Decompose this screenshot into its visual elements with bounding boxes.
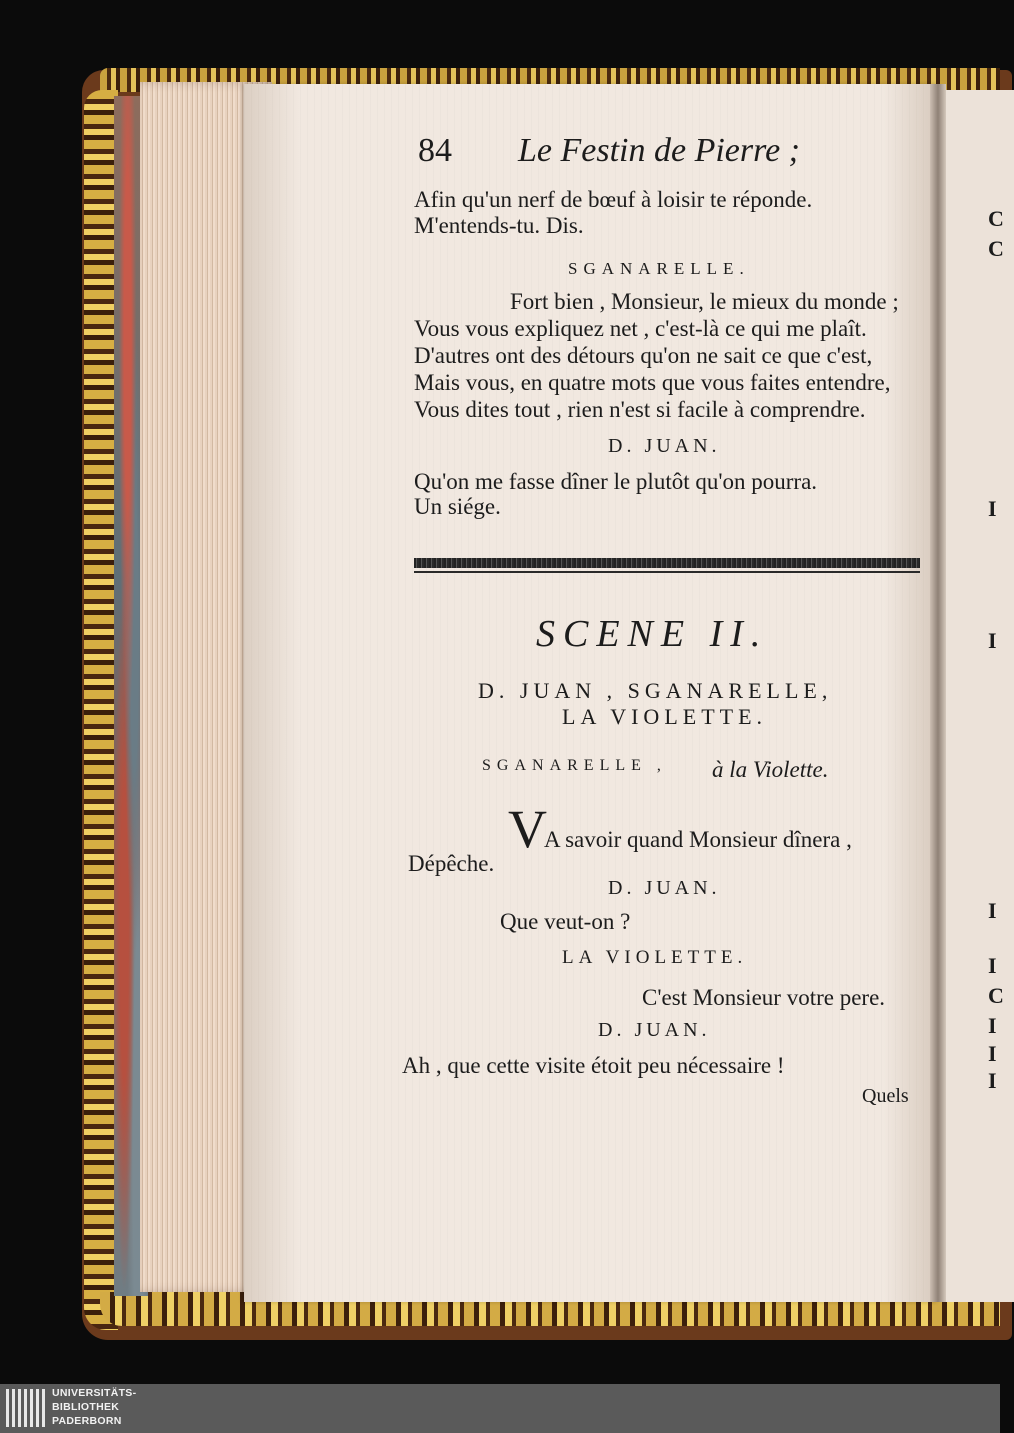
verse-line: Ah , que cette visite étoit peu nécessaire ! (402, 1053, 785, 1078)
verse-line: M'entends-tu. Dis. (414, 213, 584, 238)
speaker-name: D. JUAN. (598, 1019, 711, 1041)
facing-page-glyph: C (988, 206, 1004, 231)
catchword: Quels (862, 1085, 909, 1107)
facing-page-glyph: I (988, 953, 997, 978)
verse-line: A savoir quand Monsieur dînera , (544, 827, 852, 852)
ornamental-rule (414, 558, 920, 568)
divider-line (414, 571, 920, 573)
verse-line: Que veut-on ? (500, 909, 631, 934)
facing-page-glyph: I (988, 628, 997, 653)
verse-line: Afin qu'un nerf de bœuf à loisir te réponde. (414, 187, 813, 212)
facing-page-glyph: C (988, 236, 1004, 261)
facing-page (944, 90, 1014, 1302)
gilt-edge-left (84, 90, 118, 1330)
facing-page-glyph: I (988, 1013, 997, 1038)
drop-cap: V (508, 799, 547, 859)
speaker-name: SGANARELLE , (482, 757, 667, 774)
scene-characters: D. JUAN , SGANARELLE, (478, 678, 833, 703)
speaker-name: LA VIOLETTE. (562, 947, 748, 968)
library-name-line: PADERBORN (52, 1415, 122, 1427)
page-number: 84 (418, 132, 452, 169)
speaker-name: D. JUAN. (608, 877, 721, 899)
facing-page-glyph: I (988, 496, 997, 521)
stage-direction: à la Violette. (712, 757, 829, 782)
verse-line: Fort bien , Monsieur, le mieux du monde ; (510, 289, 899, 314)
verse-line: C'est Monsieur votre pere. (642, 985, 886, 1010)
scene-characters: LA VIOLETTE. (562, 704, 768, 729)
verse-line: Vous dites tout , rien n'est si facile à comprendre. (414, 397, 866, 422)
facing-page-glyph: C (988, 983, 1004, 1008)
verse-line: Mais vous, en quatre mots que vous faites entendre, (414, 370, 891, 395)
library-logo-icon (6, 1389, 46, 1427)
speaker-name: D. JUAN. (608, 435, 721, 457)
speaker-name: SGANARELLE. (568, 259, 750, 278)
library-name-line: UNIVERSITÄTS- (52, 1387, 137, 1399)
verse-line: Vous vous expliquez net , c'est-là ce qui me plaît. (414, 316, 867, 341)
verse-line: Un siége. (414, 494, 501, 519)
verse-line: Dépêche. (408, 851, 495, 876)
facing-page-glyph: I (988, 1041, 997, 1066)
verse-line: D'autres ont des détours qu'on ne sait ce que c'est, (414, 343, 873, 368)
gutter-fold (930, 84, 946, 1302)
facing-page-glyph: I (988, 1068, 997, 1093)
library-name-line: BIBLIOTHEK (52, 1401, 120, 1413)
facing-page-glyph: I (988, 898, 997, 923)
scene-title: SCENE II. (536, 613, 769, 655)
library-footer (0, 1384, 1000, 1433)
running-title: Le Festin de Pierre ; (518, 132, 800, 169)
verse-line: Qu'on me fasse dîner le plutôt qu'on pourra. (414, 469, 818, 494)
